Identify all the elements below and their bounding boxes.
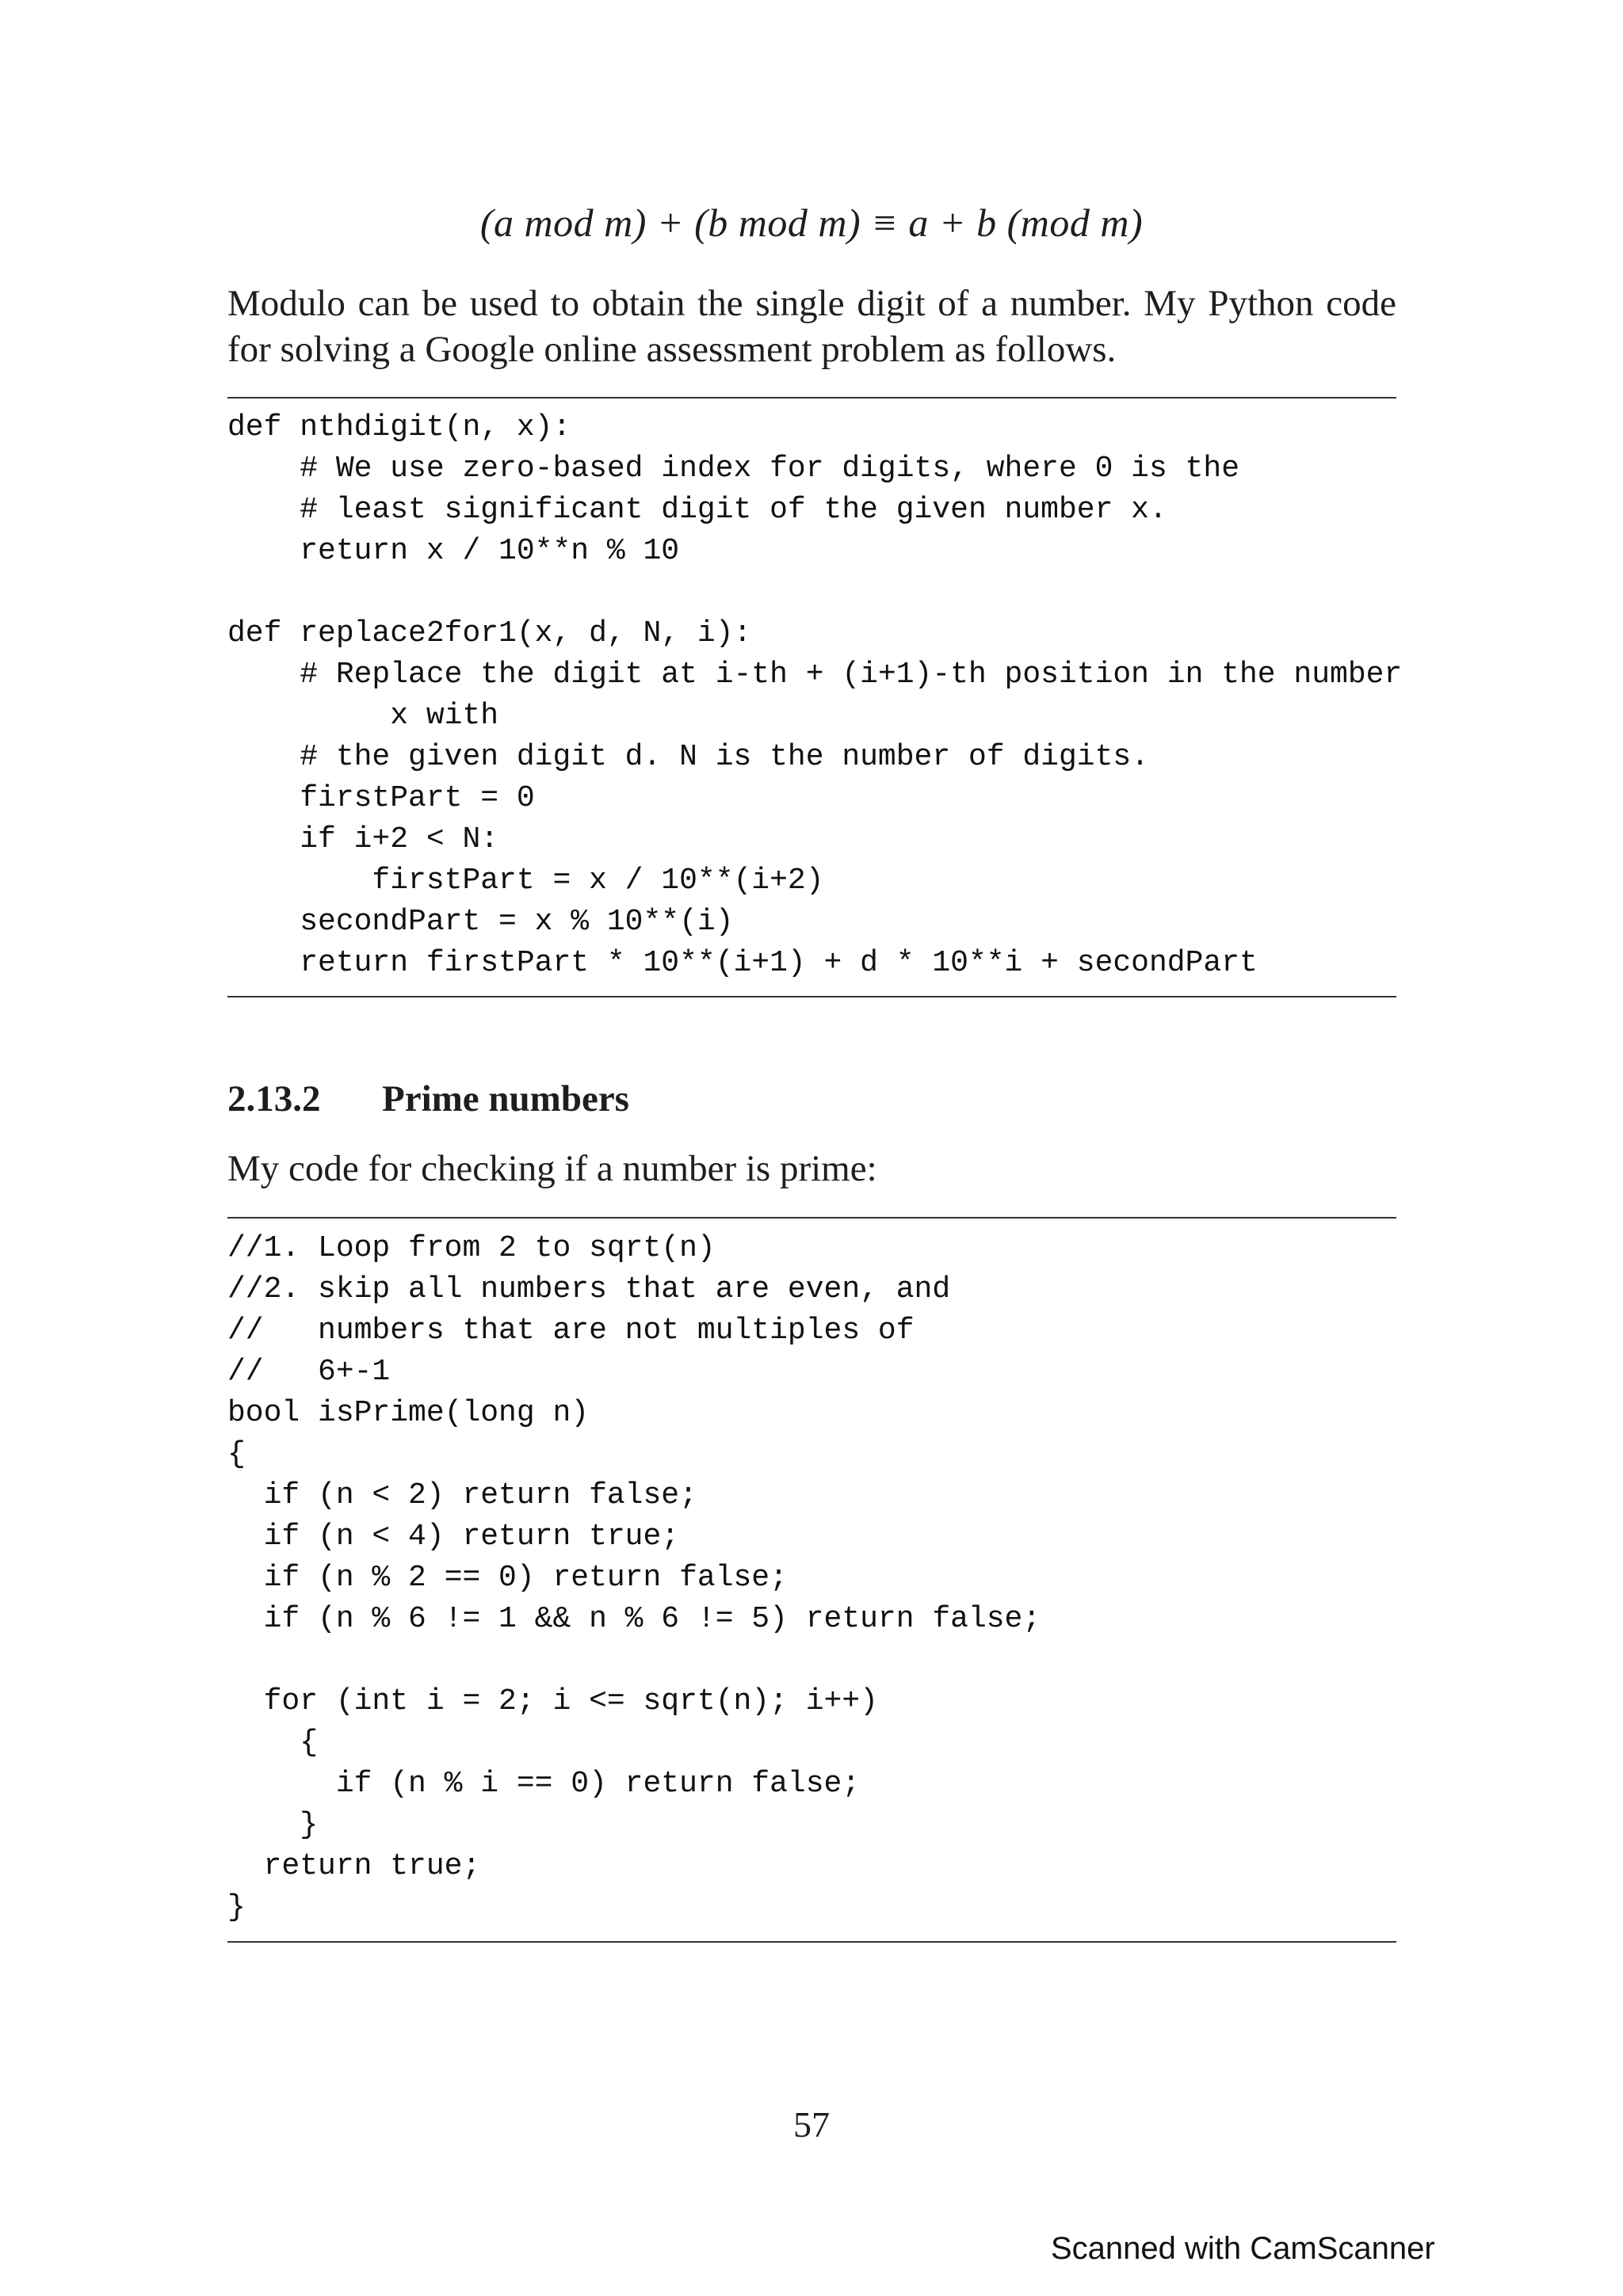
code-line: # least significant digit of the given number x. — [227, 493, 1167, 527]
code-rule-top — [227, 397, 1396, 399]
modular-addition-formula: (a mod m) + (b mod m) ≡ a + b (mod m) — [479, 200, 1144, 245]
code-line: { — [227, 1726, 319, 1760]
code-line: //2. skip all numbers that are even, and — [227, 1272, 951, 1306]
code-rule-bottom — [227, 1941, 1396, 1943]
code-line: } — [227, 1890, 246, 1924]
code-line: //1. Loop from 2 to sqrt(n) — [227, 1231, 716, 1265]
code-line: x with — [227, 699, 499, 733]
code-line: if (n < 2) return false; — [227, 1478, 697, 1512]
section-number: 2.13.2 — [227, 1078, 321, 1119]
code-line: return x / 10**n % 10 — [227, 534, 680, 568]
code-line: secondPart = x % 10**(i) — [227, 905, 734, 939]
code-line: } — [227, 1808, 319, 1842]
code-line: return true; — [227, 1849, 481, 1883]
code-line: // 6+-1 — [227, 1355, 391, 1389]
code-line: return firstPart * 10**(i+1) + d * 10**i + secondPart — [227, 946, 1258, 980]
code-line — [227, 572, 1396, 613]
section-heading — [227, 1077, 629, 1120]
intro-paragraph: Modulo can be used to obtain the single digit of a number. My Python code for solving a Google online assessment problem as follows. — [227, 283, 1396, 370]
code-line: for (int i = 2; i <= sqrt(n); i++) — [227, 1684, 878, 1718]
code-line: if (n < 4) return true; — [227, 1520, 680, 1554]
code-line: firstPart = x / 10**(i+2) — [227, 864, 824, 898]
code-line: # Replace the digit at i-th + (i+1)-th position in the number — [227, 658, 1403, 692]
code-rule-bottom — [227, 996, 1396, 997]
code-line: // numbers that are not multiples of — [227, 1314, 915, 1348]
code-line: # the given digit d. N is the number of digits. — [227, 740, 1149, 774]
code-line: if (n % i == 0) return false; — [227, 1767, 861, 1801]
code-line: def replace2for1(x, d, N, i): — [227, 616, 752, 650]
prime-paragraph: My code for checking if a number is prime: — [227, 1148, 877, 1189]
code-line — [227, 1640, 1396, 1681]
cpp-code-listing — [227, 1228, 1396, 1928]
code-line: # We use zero-based index for digits, where 0 is the — [227, 452, 1240, 486]
code-line: if (n % 2 == 0) return false; — [227, 1561, 788, 1595]
code-line: if (n % 6 != 1 && n % 6 != 5) return false; — [227, 1602, 1041, 1636]
code-line: { — [227, 1437, 246, 1471]
code-line: def nthdigit(n, x): — [227, 410, 571, 444]
code-rule-top — [227, 1217, 1396, 1219]
page-number: 57 — [793, 2104, 830, 2145]
code-line: if i+2 < N: — [227, 822, 499, 856]
code-line: bool isPrime(long n) — [227, 1396, 590, 1430]
scanner-watermark: Scanned with CamScanner — [1051, 2231, 1435, 2266]
code-line: firstPart = 0 — [227, 781, 535, 815]
python-code-listing — [227, 407, 1403, 984]
section-title: Prime numbers — [382, 1078, 629, 1119]
